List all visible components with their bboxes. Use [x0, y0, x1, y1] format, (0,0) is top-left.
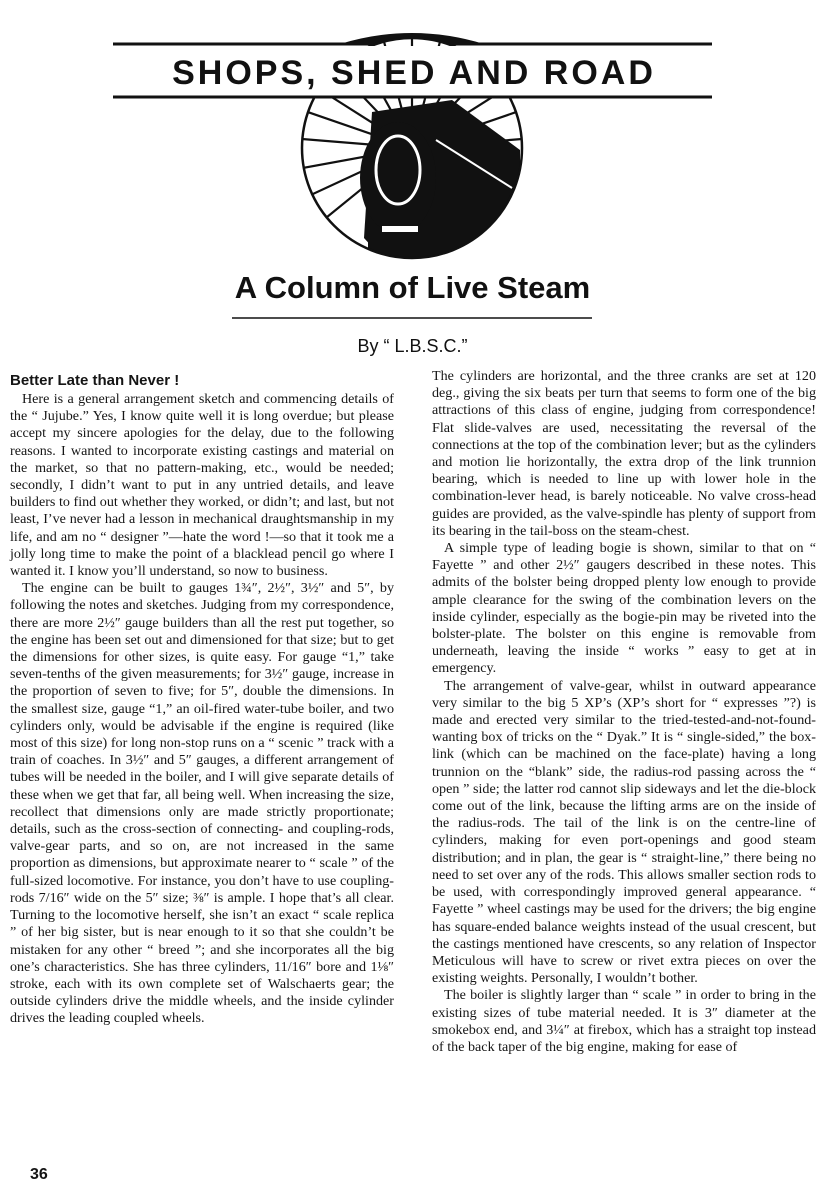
paragraph: The engine can be built to gauges 1¾″, 2½″, 3½″ and 5″, by following the notes and sketches. Judging from my correspondence, there are more 2½″ gauge builders than all the rest put together, so the engine has been set out and dimensioned for that size; but to get the dimensions for other sizes, is quite easy. For gauge “1,” take seven-tenths of the given measurements; for 3½″ gauge, increase in the proportion of seven to five; for 5″, double the dimensions. In the smallest size, gauge “1,” an oil-fired water-tube boiler, and two cylinders only, would be advisable if the engine is required (like most of this size) for long non-stop runs on a “ scenic ” track with a train of coaches. In 3½″ and 5″ gauges, a different arrangement of tubes will be needed in the boiler, and I will give separate details of these when we get that far, all being well. When increasing the size, recollect that dimensions only are made strictly proportionate; details, such as the cross-section of connecting- and coupling-rods, valve-gear parts, and so on, are not increased in the same proportion as dimensions, but approximate nearer to “ scale ” of the full-sized locomotive. For instance, you don’t have to use coupling-rods 7/16″ wide on the 5″ size; ⅜″ is ample. I hope that’s all clear. Turning to the locomotive herself, she isn’t an exact “ scale replica ” of her big sister, but is near enough to it so that she couldn’t be mistaken for any other “ breed ”; and she incorporates all the big one’s characteristics. She has three cylinders, 11/16″ bore and 1⅛″ stroke, each with its own complete set of Walschaerts gear; the outside cylinders drive the middle wheels, and the inside cylinder drives the leading coupled wheels.: [10, 580, 394, 1027]
section-title: SHOPS, SHED AND ROAD: [172, 54, 656, 92]
paragraph: A simple type of leading bogie is shown, similar to that on “ Fayette ” and other 2½″ gaugers described in these notes. This admits of the bolster being dropped plenty low enough to provide ample clearance for the swing of the combination levers on the inside cylinder, especially as the bogie-pin may be riveted into the bolster-plate. The bolster on this engine is removable from underneath, leaving the inside “ works ” easy to get at in emergency.: [432, 540, 816, 677]
paragraph: The cylinders are horizontal, and the three cranks are set at 120 deg., giving the six beats per turn that seems to form one of the big attractions of this class of engine, judging from correspondence! Flat slide-valves are used, necessitating the reversal of the connections at the top of the combination lever; but as the cylinders and motion lie horizontally, the extra drop of the link trunnion bearing, which is needed to line up with lower hole in the combination-lever head, is barely noticeable. No valve cross-head guides are provided, as the valve-spindle has plenty of support from its bearing in the tail-boss on the steam-chest.: [432, 368, 816, 539]
paragraph: The arrangement of valve-gear, whilst in outward appearance very similar to the big 5 XP’s (XP’s short for “ expresses ”?) is made and erected very similar to the tried-tested-and-not-found-wanting box of tricks on the “ Dyak.” It is “ single-sided,” the box-link (which can be machined on the face-plate) having a long trunnion on the “blank” side, the radius-rod passing across the “ open ” side; the latter rod cannot slip sideways and let the die-block come out of the link, because the lifting arms are on the inside of the radius-rods. The tail of the link is on the centre-line of cylinders, making for even port-openings and good steam distribution; and in plan, the gear is “ straight-line,” there being no need to set over any of the rods. This allows smaller section rods to be used, with correspondingly improved general appearance. “ Fayette ” wheel castings may be used for the drivers; the big engine has square-ended balance weights instead of the usual crescent, but the castings mentioned have crescents, so any relation of Inspector Meticulous will have to screw or rivet extra pieces on over the existing weights. Personally, I wouldn’t bother.: [432, 677, 816, 987]
page-number: 36: [30, 1166, 48, 1183]
article-byline: By “ L.B.S.C.”: [357, 336, 468, 356]
article-headline: A Column of Live Steam: [234, 270, 591, 305]
right-column: [432, 368, 816, 1056]
paragraph: The boiler is slightly larger than “ scale ” in order to bring in the existing sizes of tube material needed. It is 3″ diameter at the smokebox end, and 3¼″ at firebox, which has a straight top instead of the back taper of the big engine, making for ease of: [432, 987, 816, 1055]
header-banner: [0, 0, 825, 360]
left-column: [10, 368, 394, 1028]
paragraph: Here is a general arrangement sketch and commencing details of the “ Jujube.” Yes, I know quite well it is long overdue; but please accept my sincere apologies for the delay, due to the following reasons. I wanted to incorporate existing castings and material on the market, so that no pattern-making, etc., would be needed; secondly, I didn’t want to put in any untried details, and leave builders to find out whether they worked, or didn’t; and last, but not least, I’ve never had a lesson in mechanical draughtsmanship in my life, and am no “ designer ”—hate the word !—so that it took me a jolly long time to make the point of a blacklead pencil go where I wanted it. I know you’ll understand, so now to business.: [10, 391, 394, 580]
article-subheading: Better Late than Never !: [10, 372, 180, 389]
